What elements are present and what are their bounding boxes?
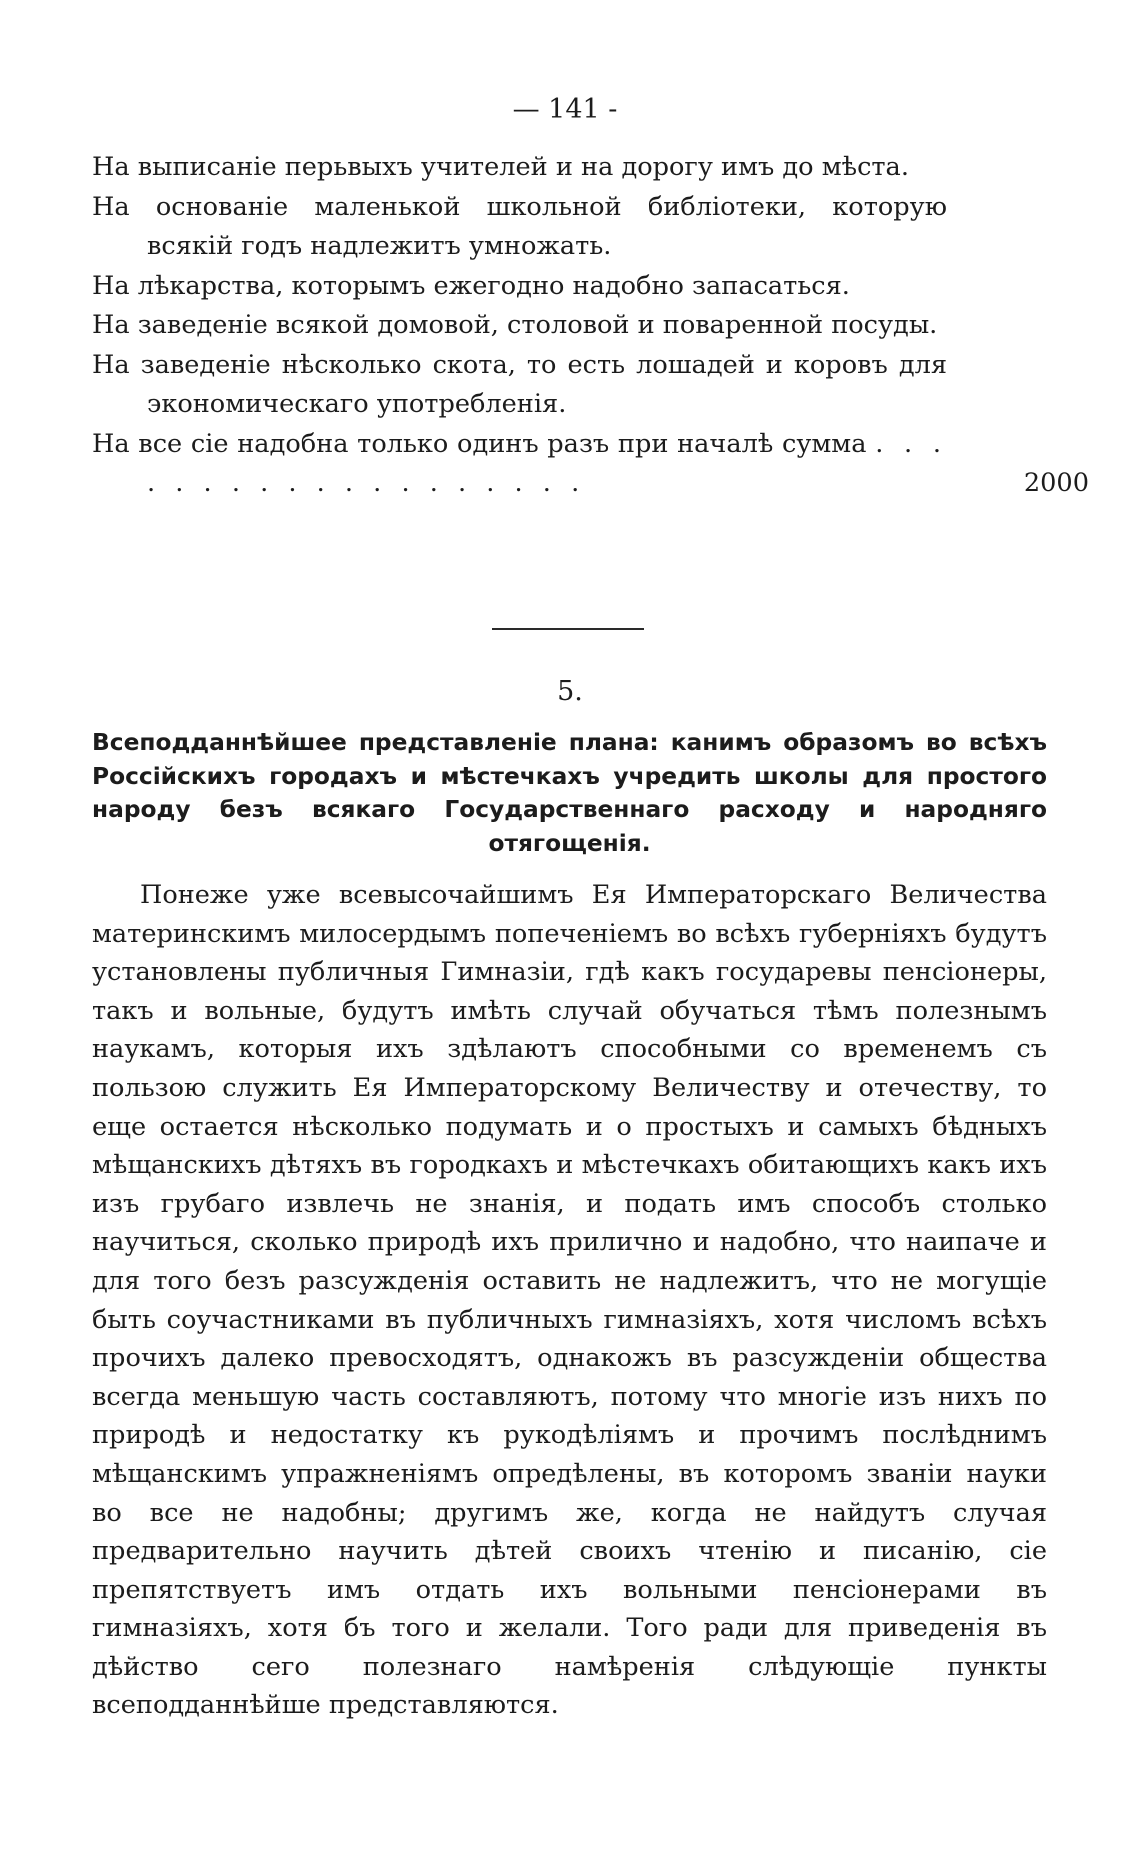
list-item: На заведеніе всякой домовой, столовой и поваренной посуды. bbox=[92, 310, 938, 340]
list-item: На заведеніе нѣсколько скота, то есть лошадей и коровъ для экономическаго употребленія. bbox=[92, 349, 947, 419]
list-item: На основаніе маленькой школьной библіотеки, которую всякій годъ надлежитъ умножать. bbox=[92, 191, 947, 261]
sum-value: 2000 bbox=[1023, 468, 1089, 498]
list-item: На выписаніе перьвыхъ учителей и на дорогу имъ до мѣста. bbox=[92, 152, 909, 182]
body-paragraph: Понеже уже всевысочайшимъ Ея Императорскаго Величества материнскимъ милосердымъ попеченіемъ во всѣхъ губерніяхъ будутъ установлены публичныя Гимназіи, гдѣ какъ государевы пенсіонеры, такъ и вольные, будутъ имѣть случай обучаться тѣмъ полезнымъ наукамъ, которыя ихъ здѣлаютъ способными со временемъ съ пользою служить Ея Императорскому Величеству и отечеству, то еще остается нѣсколько подумать и о простыхъ и самыхъ бѣдныхъ мѣщанскихъ дѣтяхъ въ городкахъ и мѣстечкахъ обитающихъ какъ ихъ изъ грубаго извлечь не знанія, и подать имъ способъ столько научиться, сколько природѣ ихъ прилично и надобно, что наипаче и для того безъ разсужденія оставить не надлежитъ, что не могущіе быть соучастниками въ публичныхъ гимназіяхъ, хотя числомъ всѣхъ прочихъ далеко превосходятъ, однакожъ въ разсужденіи общества всегда меньшую часть составляютъ, потому что многіе изъ нихъ по природѣ и недостатку къ рукодѣліямъ и прочимъ послѣднимъ мѣщанскимъ упражненіямъ опредѣлены, въ которомъ званіи науки во все не надобны; другимъ же, когда не найдутъ случая предварительно научить дѣтей своихъ чтенію и писанію, сіе препятствуетъ имъ отдать ихъ вольными пенсіонерами въ гимназіяхъ, хотя бъ того и желали. Того ради для приведенія въ дѣйство сего полезнаго намѣренія слѣдующіе пункты всеподданнѣйше представляются. bbox=[92, 880, 1047, 1721]
section-number: 5. bbox=[557, 676, 583, 707]
list-item: На лѣкарства, которымъ ежегодно надобно запасаться. bbox=[92, 270, 850, 301]
total-label: На все сіе надобна только одинъ разъ при началѣ сумма bbox=[92, 428, 867, 459]
page-number: — 141 - bbox=[512, 94, 618, 125]
dot-leaders: . . . . . . . . . . . . . . . . . . . bbox=[147, 428, 948, 498]
section-divider bbox=[492, 628, 644, 630]
expense-list bbox=[92, 148, 1089, 504]
list-item-total bbox=[92, 425, 1089, 504]
section-title: Всеподданнѣйшее представленіе плана: канимъ образомъ во всѣхъ Россійскихъ городахъ и мѣстечкахъ учредить школы для простого народу безъ всякаго Государственнаго расходу и народняго отягощенія. bbox=[92, 729, 1047, 857]
